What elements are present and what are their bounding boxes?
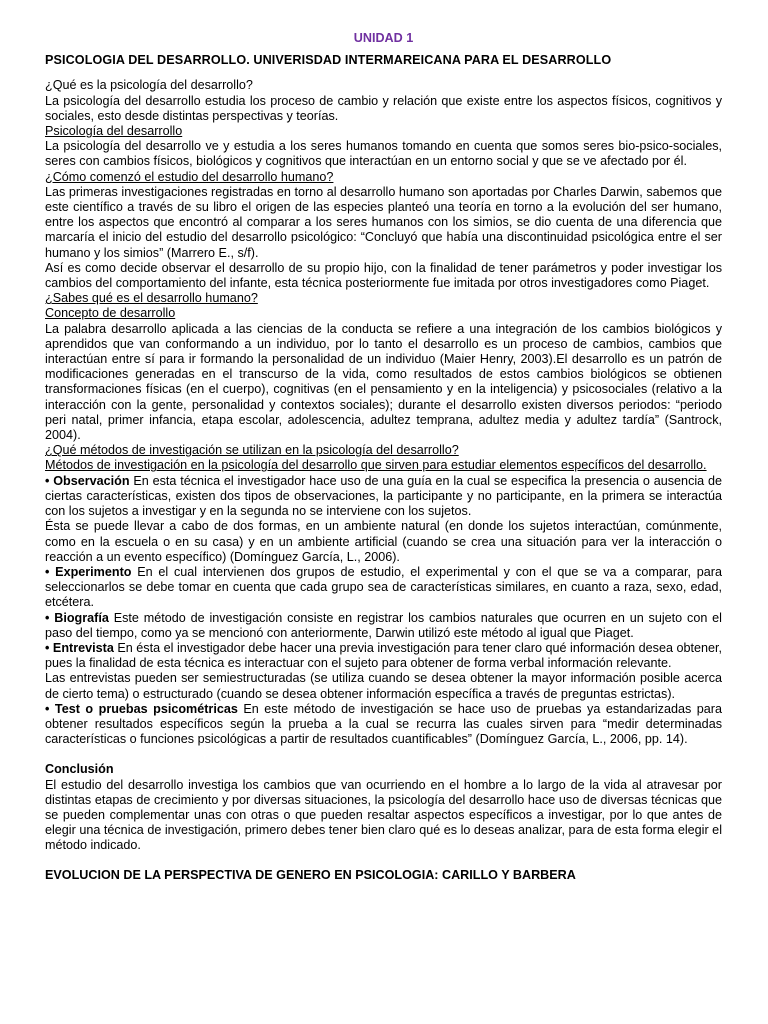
conclusion-paragraph: El estudio del desarrollo investiga los cambios que van ocurriendo en el hombre a lo largo de la vida al atravesar por distintas etapas de crecimiento y por diversas situaciones, la psicología del desarrollo hace uso de diversas técnicas que se pueden complementar unas con otras o que pueden resaltar aspectos específicos a investigar, por lo que antes de elegir una técnica de investigación, primero debes tener bien claro qué es lo deseas analizar, para de esta forma elegir el método indicado. (45, 777, 722, 853)
question-3: ¿Sabes qué es el desarrollo humano? (45, 291, 258, 306)
method-biografia (45, 611, 722, 641)
subheading-metodos: Métodos de investigación en la psicología del desarrollo que sirven para estudiar elementos específicos del desarrollo. (45, 458, 707, 473)
conclusion-heading: Conclusión (45, 762, 114, 777)
method-experimento (45, 565, 722, 611)
paragraph-5: La palabra desarrollo aplicada a las ciencias de la conducta se refiere a una integración de los cambios biológicos y aprendidos que van conformando a un individuo, por lo tanto el desarrollo es un proceso de cambios, cambios que interactúan entre sí para ir formando la personalidad de un individuo (Maier Henry, 2003).El desarrollo es un patrón de modificaciones generadas en el transcurso de la vida, como resultados de estos cambios biológicos se obtienen transformaciones físicas (en el cuerpo), cognitivas (en el pensamiento y en la inteligencia) y psicosociales (relativo a la interacción con la gente, personalidad y contextos sociales); durante el desarrollo existen diversos periodos: “periodo peri natal, primer infancia, etapa escolar, adolescencia, adultez temprana, adultez media y adultez tardía” (Santrock, 2004). (45, 321, 722, 443)
spacer (45, 747, 722, 762)
method-observacion-label: • Observación (45, 473, 130, 488)
question-4: ¿Qué métodos de investigación se utilizan en la psicología del desarrollo? (45, 443, 459, 458)
method-experimento-label: • Experimento (45, 564, 132, 579)
paragraph-7: Las entrevistas pueden ser semiestructuradas (se utiliza cuando se desea obtener la mayor información posible acerca de cierto tema) o estructurado (cuando se desea obtener información específica a través de preguntas estrictas). (45, 671, 722, 701)
subheading-psicologia: Psicología del desarrollo (45, 124, 183, 139)
paragraph-3: Las primeras investigaciones registradas en torno al desarrollo humano son aportadas por Charles Darwin, sabemos que este científico a través de su libro el origen de las especies planteó una teoría en torno a la evolución del ser humano, entre los aspectos que encontró al comparar a los seres humanos con los simios, se dio cuenta de una diferencia que marcaría el inicio del estudio del desarrollo psicológico: “Concluyó que había una discontinuidad psicológica entre el ser humano y los simios” (Marrero E., s/f). (45, 184, 722, 260)
method-test-label: • Test o pruebas psicométricas (45, 701, 238, 716)
method-observacion-text: En esta técnica el investigador hace uso de una guía en la cual se especifica la presencia o ausencia de ciertas características, existen dos tipos de observaciones, la participante y no participante, en la primera se interactúa con los sujetos a investigar y en la segunda no se interviene con los sujetos. (45, 473, 722, 519)
paragraph-1: La psicología del desarrollo estudia los proceso de cambio y relación que existe entre los aspectos físicos, cognitivos y sociales, esto desde distintas perspectivas y teorías. (45, 93, 722, 123)
subheading-concepto: Concepto de desarrollo (45, 306, 176, 321)
method-biografia-text: Este método de investigación consiste en registrar los cambios naturales que ocurren en un sujeto con el paso del tiempo, como ya se mencionó con anteriormente, Darwin utilizó este método al igual que Piaget. (45, 610, 722, 640)
question-1: ¿Qué es la psicología del desarrollo? (45, 78, 253, 93)
paragraph-6: Ésta se puede llevar a cabo de dos formas, en un ambiente natural (en donde los sujetos interactúan, comúnmente, como en la escuela o en su casa) y en un ambiente artificial (cuando se crea una situación para ver la interacción o reacción a un evento específico) (Domínguez García, L., 2006). (45, 519, 722, 564)
unit-title: UNIDAD 1 (353, 31, 414, 45)
question-2: ¿Cómo comenzó el estudio del desarrollo humano? (45, 169, 334, 184)
method-experimento-text: En el cual intervienen dos grupos de estudio, el experimental y con el que se va a comparar, para seleccionarlos se debe tomar en cuenta que cada grupo sea de características similares, en cuanto a raza, sexo, edad, etcétera. (45, 564, 722, 610)
document-heading: PSICOLOGIA DEL DESARROLLO. UNIVERISDAD INTERMAREICANA PARA EL DESARROLLO (45, 53, 612, 68)
method-entrevista-label: • Entrevista (45, 640, 114, 655)
method-test (45, 702, 722, 748)
method-entrevista-text: En ésta el investigador debe hacer una previa investigación para tener claro qué información desea obtener, pues la finalidad de esta técnica es interactuar con el sujeto para obtener de forma verbal información relevante. (45, 640, 722, 671)
paragraph-2: La psicología del desarrollo ve y estudia a los seres humanos tomando en cuenta que somos seres bio-psico-sociales, seres con cambios físicos, biológicos y cognitivos que interactúan en un entorno social y que se ve afectado por él. (45, 139, 722, 169)
method-biografia-label: • Biografía (45, 610, 109, 625)
final-heading: EVOLUCION DE LA PERSPECTIVA DE GENERO EN PSICOLOGIA: CARILLO Y BARBERA (45, 867, 576, 882)
method-entrevista (45, 641, 722, 671)
method-observacion (45, 474, 722, 520)
method-test-text: En este método de investigación se hace uso de pruebas ya estandarizadas para obtener resultados específicos según la prueba a la cual se recurra las cuales sirven para “medir determinadas características o funciones psicológicas a partir de resultados cuantificables” (Domínguez García, L., 2006, pp. 14). (45, 701, 723, 747)
paragraph-4: Así es como decide observar el desarrollo de su propio hijo, con la finalidad de tener parámetros y poder investigar los cambios del comportamiento del infante, esta técnica posteriormente fue imitada por otros investigadores como Piaget. (45, 260, 722, 291)
